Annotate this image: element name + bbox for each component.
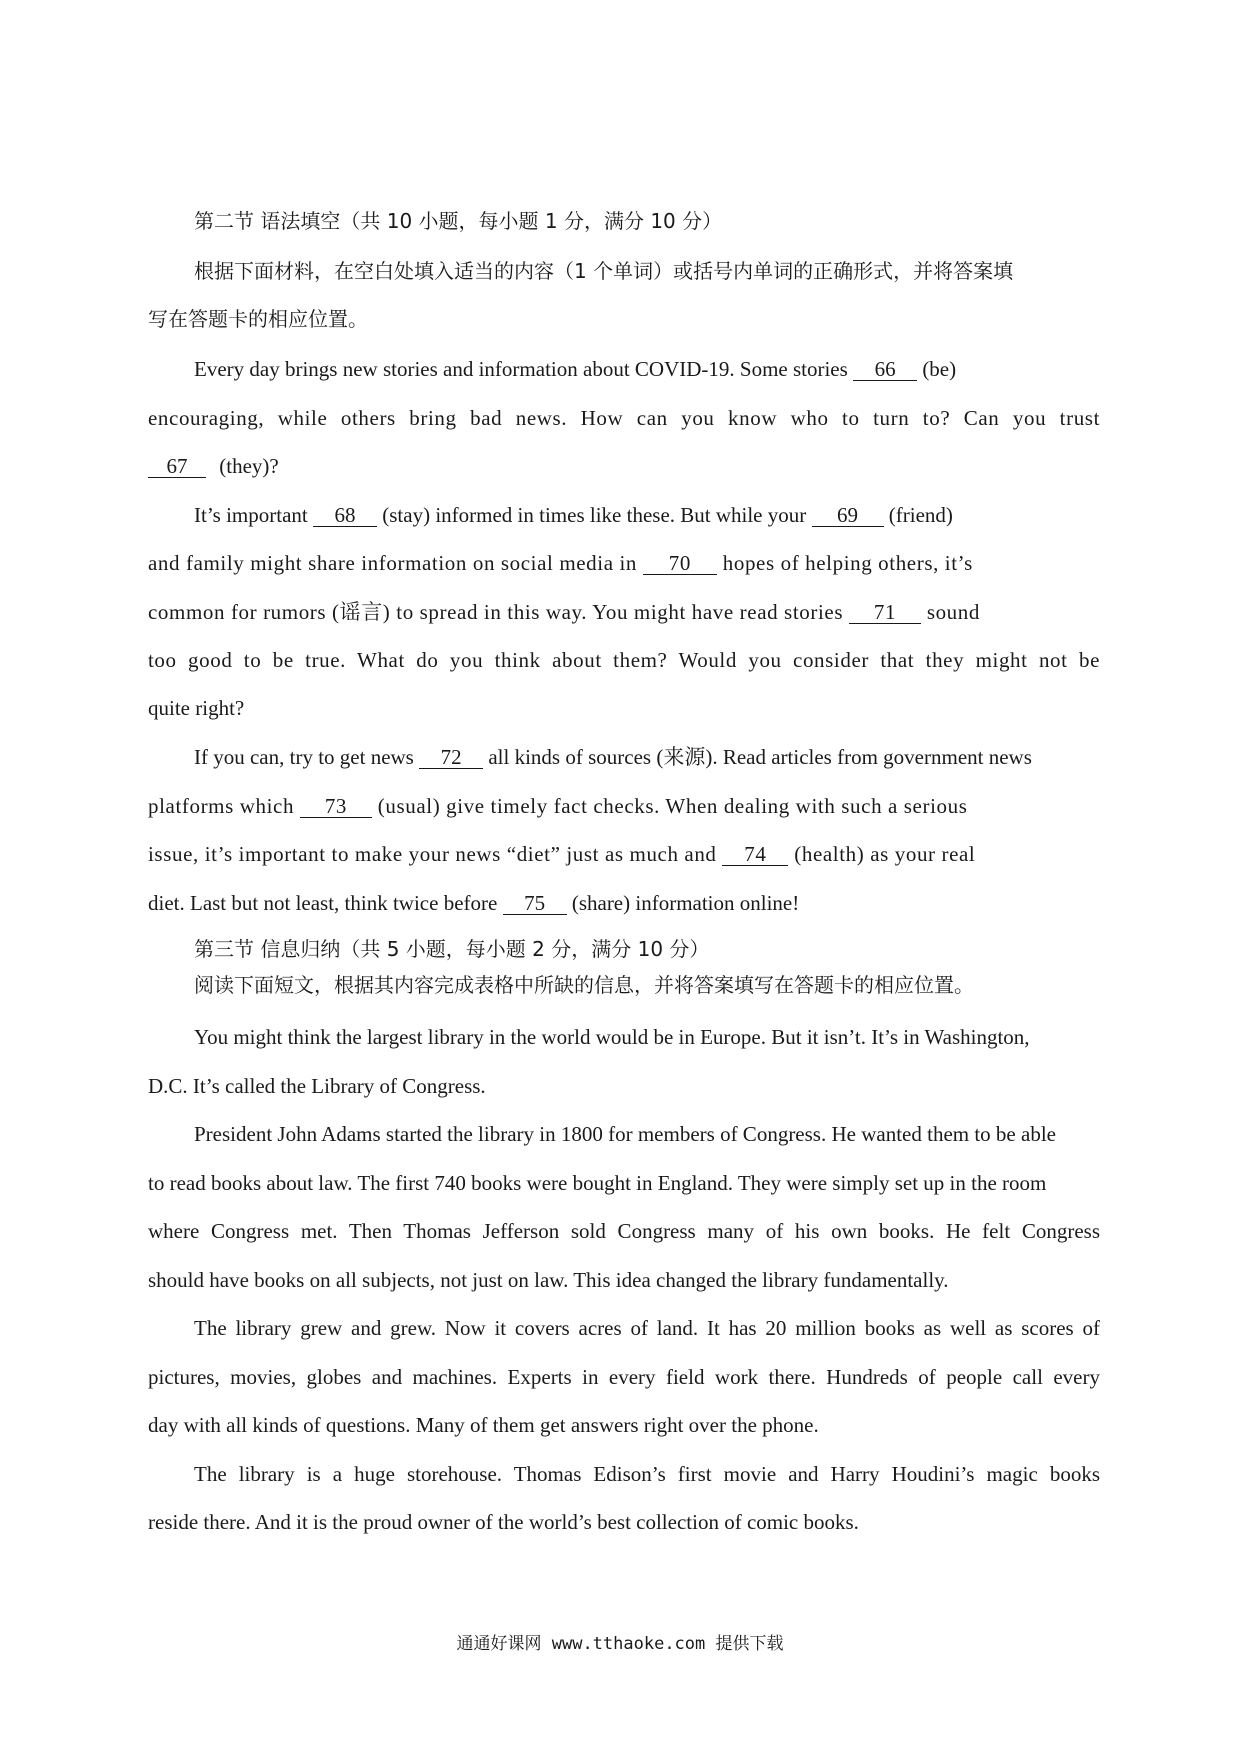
passage1-line11 <box>148 839 1100 869</box>
section2-instruction-line2: 写在答题卡的相应位置。 <box>148 307 368 331</box>
passage1-text: (share) information online! <box>571 891 800 915</box>
passage1-text: all kinds of sources (来源). Read articles from government news <box>488 745 1032 769</box>
passage1-line2: encouraging, while others bring bad news. How can you know who to turn to? Can you trust <box>148 406 1100 430</box>
passage1-text: (health) as your real <box>794 842 976 866</box>
blank-75: 75 <box>503 892 567 915</box>
passage2-p3-line3: day with all kinds of questions. Many of them get answers right over the phone. <box>148 1413 819 1437</box>
passage1-text: (stay) informed in times like these. But while your <box>382 503 807 527</box>
passage1-line8: quite right? <box>148 696 245 720</box>
blank-68: 68 <box>313 504 377 527</box>
section3-heading: 第三节 信息归纳（共 5 小题，每小题 2 分，满分 10 分） <box>194 937 710 961</box>
passage2-p4-line2: reside there. And it is the proud owner of the world’s best collection of comic books. <box>148 1510 859 1534</box>
page-footer: 通通好课网 www.tthaoke.com 提供下载 <box>456 1634 784 1654</box>
passage2-p2-line4: should have books on all subjects, not just on law. This idea changed the library fundamentally. <box>148 1268 949 1292</box>
passage1-text: It’s important <box>194 503 308 527</box>
section3-instruction: 阅读下面短文，根据其内容完成表格中所缺的信息，并将答案填写在答题卡的相应位置。 <box>194 973 974 997</box>
passage2-p2-line1: President John Adams started the library in 1800 for members of Congress. He wanted them to be able <box>194 1122 1056 1146</box>
passage1-text: hopes of helping others, it’s <box>722 551 973 575</box>
passage2-p3-line1: The library grew and grew. Now it covers acres of land. It has 20 million books as well as scores of <box>194 1316 1100 1340</box>
passage1-line5 <box>148 548 1100 578</box>
passage1-text: common for rumors (谣言) to spread in this way. You might have read stories <box>148 600 844 624</box>
blank-70: 70 <box>643 552 717 575</box>
passage1-text: issue, it’s important to make your news “diet” just as much and <box>148 842 717 866</box>
section2-heading: 第二节 语法填空（共 10 小题，每小题 1 分，满分 10 分） <box>194 209 723 233</box>
passage1-line9 <box>194 742 1100 772</box>
passage1-text: and family might share information on social media in <box>148 551 638 575</box>
passage1-line10 <box>148 791 1100 821</box>
passage1-text: diet. Last but not least, think twice before <box>148 891 498 915</box>
passage2-p3-line2: pictures, movies, globes and machines. Experts in every field work there. Hundreds of people call every <box>148 1365 1100 1389</box>
passage2-p1-line2: D.C. It’s called the Library of Congress. <box>148 1074 486 1098</box>
passage1-text: (friend) <box>888 503 953 527</box>
blank-69: 69 <box>812 504 884 527</box>
passage2-p2-line2: to read books about law. The first 740 books were bought in England. They were simply set up in the room <box>148 1171 1047 1195</box>
passage1-line1 <box>194 354 1100 384</box>
passage1-text: (be) <box>922 357 957 381</box>
passage1-text: (usual) give timely fact checks. When dealing with such a serious <box>377 794 968 818</box>
passage1-text: (they)? <box>219 454 279 478</box>
passage1-text: Every day brings new stories and information about COVID-19. Some stories <box>194 357 848 381</box>
blank-67: 67 <box>148 455 206 478</box>
passage2-p4-line1: The library is a huge storehouse. Thomas Edison’s first movie and Harry Houdini’s magic books <box>194 1462 1100 1486</box>
blank-72: 72 <box>419 746 483 769</box>
passage1-line12 <box>148 888 1100 918</box>
passage1-text: sound <box>926 600 980 624</box>
passage2-p2-line3: where Congress met. Then Thomas Jefferson sold Congress many of his own books. He felt Congress <box>148 1219 1100 1243</box>
passage1-line4 <box>194 500 1100 530</box>
passage1-line3 <box>148 451 1100 481</box>
passage1-text: If you can, try to get news <box>194 745 414 769</box>
blank-66: 66 <box>853 358 917 381</box>
passage2-p1-line1: You might think the largest library in the world would be in Europe. But it isn’t. It’s in Washington, <box>194 1025 1030 1049</box>
passage1-line6 <box>148 597 1100 627</box>
passage1-line7: too good to be true. What do you think about them? Would you consider that they might not be <box>148 648 1100 672</box>
blank-73: 73 <box>300 795 372 818</box>
blank-71: 71 <box>849 601 921 624</box>
passage1-text: platforms which <box>148 794 295 818</box>
section2-instruction-line1: 根据下面材料，在空白处填入适当的内容（1 个单词）或括号内单词的正确形式，并将答案填 <box>194 259 1014 283</box>
blank-74: 74 <box>722 843 788 866</box>
